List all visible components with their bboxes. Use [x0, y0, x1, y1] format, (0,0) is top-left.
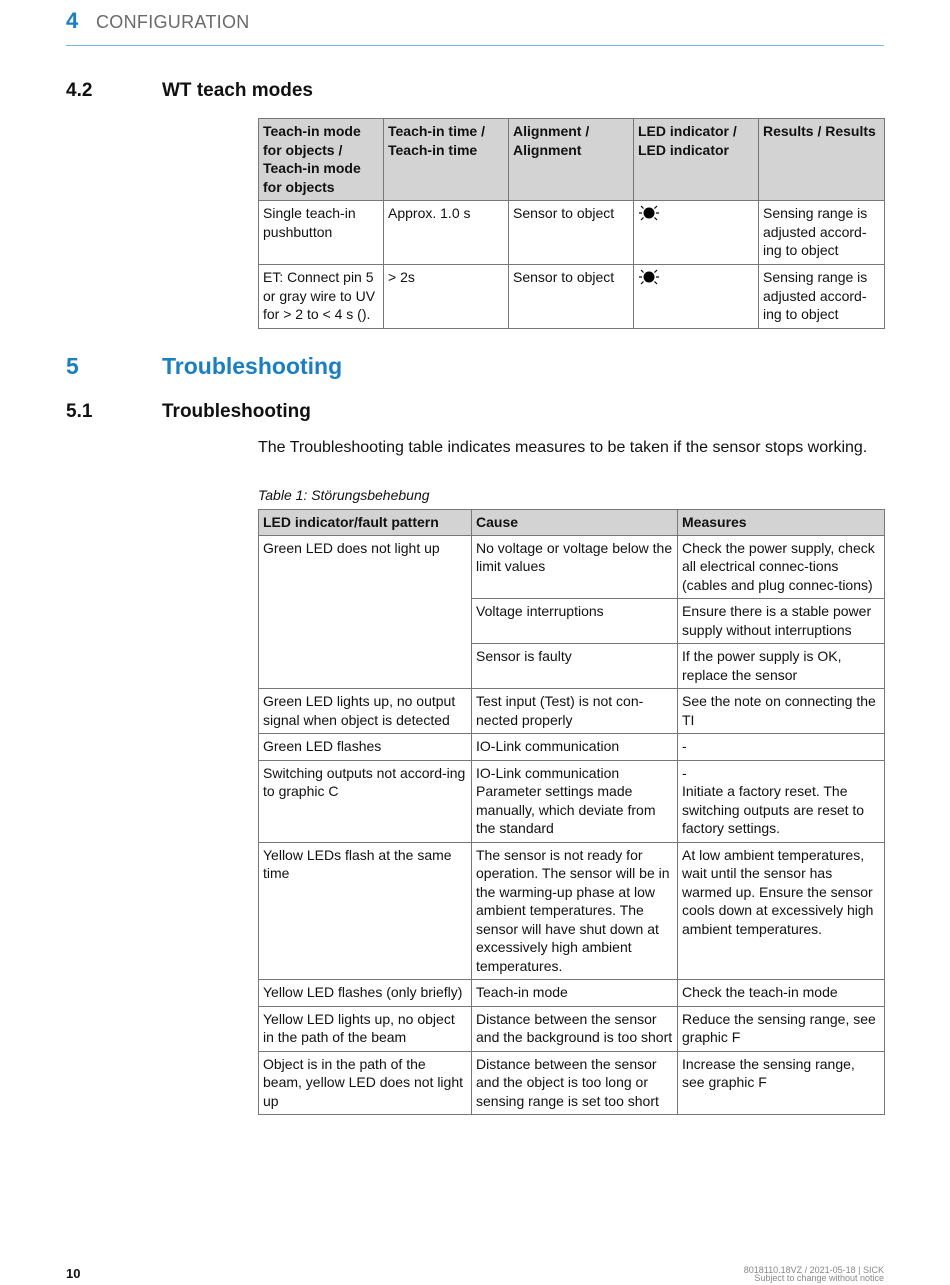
table-cell: The sensor is not ready for operation. The sensor will be in the warming-up phase at low ambient temperatures. The sensor will have shut down at excessively high ambient temperatures.	[472, 842, 678, 980]
table-cell: At low ambient temperatures, wait until the sensor has warmed up. Ensure the sensor cools down at excessively high ambient temperatures.	[678, 842, 885, 980]
table-row	[259, 201, 885, 265]
section-5-number: 5	[66, 353, 79, 379]
table-row	[259, 535, 885, 599]
table-cell	[678, 760, 885, 842]
table-cell	[634, 201, 759, 265]
table-cell: Yellow LED lights up, no object in the path of the beam	[259, 1006, 472, 1051]
table-cell: Switching outputs not accord-ing to graphic C	[259, 760, 472, 842]
table-cell: > 2s	[384, 265, 509, 329]
teach-modes-table	[258, 118, 885, 329]
document-info: 8018110.18VZ / 2021-05-18 | SICK	[743, 1265, 884, 1275]
table-cell: If the power supply is OK, replace the sensor	[678, 644, 885, 689]
table-cell: Distance between the sensor and the object is too long or sensing range is set too short	[472, 1051, 678, 1115]
table-cell: Teach-in mode	[472, 980, 678, 1007]
column-header: Teach-in time / Teach-in time	[384, 119, 509, 201]
cell-line: -	[682, 764, 687, 781]
table-cell: Test input (Test) is not con-nected properly	[472, 689, 678, 734]
column-header: Results / Results	[759, 119, 885, 201]
table-cell: Approx. 1.0 s	[384, 201, 509, 265]
column-header: Measures	[678, 510, 885, 536]
cell-line: Initiate a factory reset. The switching outputs are reset to factory settings.	[682, 783, 865, 836]
table-cell: Object is in the path of the beam, yellow LED does not light up	[259, 1051, 472, 1115]
page-number: 10	[66, 1266, 81, 1281]
column-header: LED indicator/fault pattern	[259, 510, 472, 536]
intro-paragraph: The Troubleshooting table indicates measures to be taken if the sensor stops working.	[258, 439, 868, 456]
table-row	[259, 1006, 885, 1051]
table-row	[259, 265, 885, 329]
table-cell	[472, 760, 678, 842]
table-cell: IO-Link communication	[472, 734, 678, 761]
table-cell: Increase the sensing range, see graphic F	[678, 1051, 885, 1115]
section-4-2-number: 4.2	[66, 80, 93, 101]
page-header	[66, 8, 884, 46]
table-cell: Green LED does not light up	[259, 535, 472, 689]
table-header-row	[259, 119, 885, 201]
table-cell: -	[678, 734, 885, 761]
table-header-row	[259, 510, 885, 536]
table-cell: Sensor to object	[509, 201, 634, 265]
table-cell: Sensing range is adjusted accord-ing to object	[759, 265, 885, 329]
table-cell: Single teach-in pushbutton	[259, 201, 384, 265]
table-cell: Check the teach-in mode	[678, 980, 885, 1007]
table-cell: Sensor to object	[509, 265, 634, 329]
table-row	[259, 1051, 885, 1115]
cell-line: Parameter settings made manually, which deviate from the standard	[476, 783, 656, 836]
table-cell: Ensure there is a stable power supply without interruptions	[678, 599, 885, 644]
table-cell: Yellow LEDs flash at the same time	[259, 842, 472, 980]
table-cell: Reduce the sensing range, see graphic F	[678, 1006, 885, 1051]
column-header: LED indicator / LED indicator	[634, 119, 759, 201]
troubleshooting-table	[258, 509, 885, 1115]
cell-line: IO-Link communication	[476, 764, 620, 781]
table-row	[259, 760, 885, 842]
table-cell: Check the power supply, check all electrical connec-tions (cables and plug connec-tions)	[678, 535, 885, 599]
table-cell: Sensor is faulty	[472, 644, 678, 689]
table-row	[259, 842, 885, 980]
table-cell: Yellow LED flashes (only briefly)	[259, 980, 472, 1007]
table-cell: ET: Connect pin 5 or gray wire to UV for > 2 to < 4 s ().	[259, 265, 384, 329]
table-cell: Distance between the sensor and the background is too short	[472, 1006, 678, 1051]
table-row	[259, 980, 885, 1007]
section-5-1-title: Troubleshooting	[162, 401, 311, 422]
section-5-1-number: 5.1	[66, 401, 93, 422]
table-cell: See the note on connecting the TI	[678, 689, 885, 734]
chapter-number: 4	[66, 8, 79, 33]
led-on-icon	[638, 204, 754, 222]
change-notice: Subject to change without notice	[754, 1273, 884, 1283]
column-header: Cause	[472, 510, 678, 536]
column-header: Alignment / Alignment	[509, 119, 634, 201]
table-row	[259, 689, 885, 734]
table-cell	[634, 265, 759, 329]
led-on-icon	[638, 268, 754, 286]
chapter-title: CONFIGURATION	[96, 12, 250, 32]
table-cell: No voltage or voltage below the limit values	[472, 535, 678, 599]
table-cell: Sensing range is adjusted accord-ing to object	[759, 201, 885, 265]
table-cell: Green LED lights up, no output signal when object is detected	[259, 689, 472, 734]
table-caption: Table 1: Störungsbehebung	[258, 487, 430, 503]
section-4-2-title: WT teach modes	[162, 80, 313, 101]
column-header: Teach-in mode for objects / Teach-in mode for objects	[259, 119, 384, 201]
table-row	[259, 734, 885, 761]
section-5-title: Troubleshooting	[162, 353, 343, 379]
table-cell: Voltage interruptions	[472, 599, 678, 644]
table-cell: Green LED flashes	[259, 734, 472, 761]
